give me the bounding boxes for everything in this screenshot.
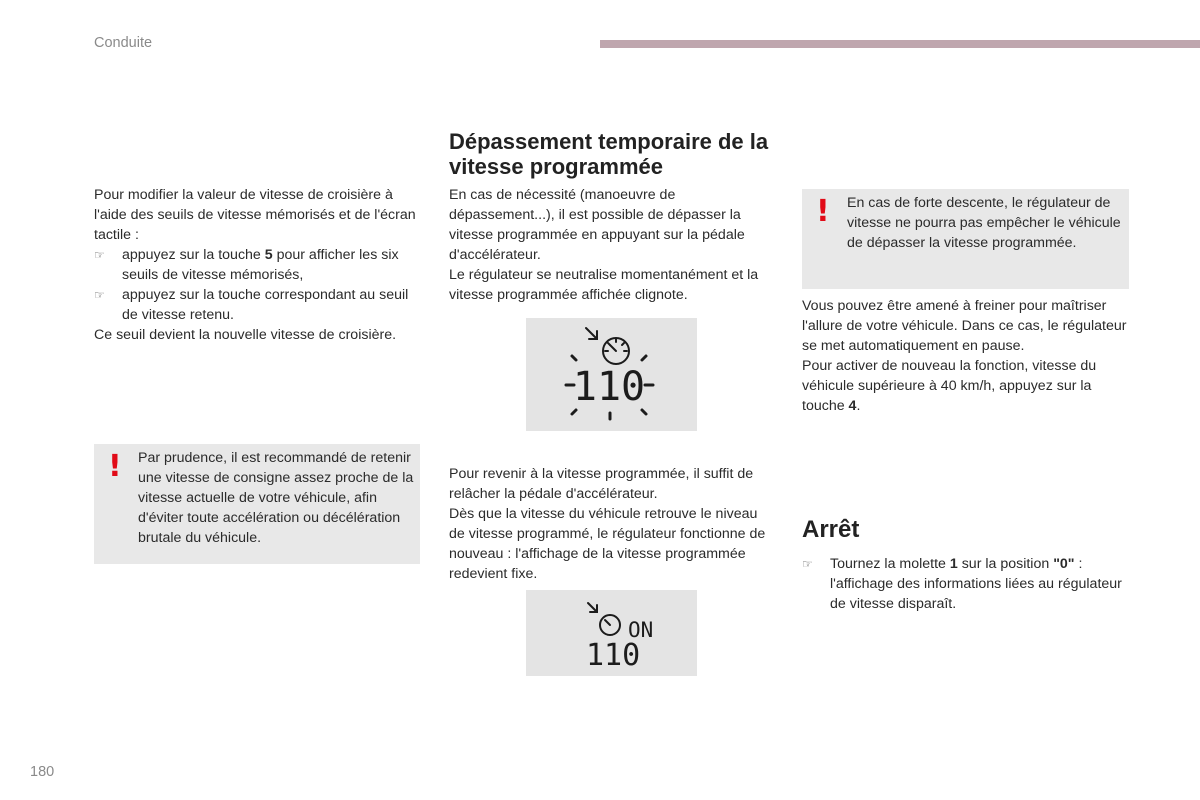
speedometer-icon <box>588 603 620 635</box>
col2-para3: Pour revenir à la vitesse programmée, il suffit de relâcher la pédale d'accélérateur. <box>449 466 754 502</box>
section-heading-arret: Arrêt <box>802 516 860 543</box>
warning-note <box>94 444 420 564</box>
note-text: En cas de forte descente, le régulateur de vitesse ne pourra pas empêcher le véhicule de dépasser la vitesse programmée. <box>847 195 1121 251</box>
col2-para2: Le régulateur se neutralise momentanément et la vitesse programmée affichée clignote. <box>449 267 759 303</box>
page-number: 180 <box>30 764 55 780</box>
list-item: ☞ appuyez sur la touche 5 pour afficher les six seuils de vitesse mémorisés, <box>94 247 399 283</box>
pointing-hand-icon: ☞ <box>802 557 813 571</box>
display-fixed-speed <box>526 590 697 676</box>
col2-text <box>449 185 774 305</box>
col3-para2: Pour activer de nouveau la fonction, vitesse du véhicule supérieure à 40 km/h, appuyez sur la touche 4. <box>802 358 1097 414</box>
speedometer-icon <box>586 328 629 364</box>
col3-bullets <box>802 554 1127 614</box>
exclamation-icon: ! <box>108 449 122 484</box>
exclamation-icon: ! <box>816 194 830 229</box>
col3-text <box>802 296 1127 416</box>
col3-para1: Vous pouvez être amené à freiner pour maîtriser l'allure de votre véhicule. Dans ce cas, le régulateur se met automatiquement en pause. <box>802 298 1127 354</box>
display-blinking-speed <box>526 318 697 431</box>
col2-text-lower <box>449 464 774 584</box>
col2-para4: Dès que la vitesse du véhicule retrouve le niveau de vitesse programmé, le régulateur fonctionne de nouveau : l'affichage de la vitesse programmée redevient fixe. <box>449 506 766 582</box>
page-heading: Dépassement temporaire de la vitesse programmée <box>449 129 769 179</box>
warning-note <box>802 189 1129 289</box>
display-speed-text: 110 <box>586 638 641 673</box>
col2-para1: En cas de nécessité (manoeuvre de dépassement...), il est possible de dépasser la vitesse programmée en appuyant sur la pédale d'accélérateur. <box>449 187 745 263</box>
col1-intro: Pour modifier la valeur de vitesse de croisière à l'aide des seuils de vitesse mémorisés et de l'écran tactile : <box>94 187 416 243</box>
display-speed-text: 110 <box>572 364 646 410</box>
col1-bullets <box>94 245 419 325</box>
list-item: ☞ Tournez la molette 1 sur la position "0" : l'affichage des informations liées au régulateur de vitesse disparaît. <box>802 556 1122 612</box>
section-title: Conduite <box>94 35 153 51</box>
header-bar <box>600 40 1200 48</box>
pointing-hand-icon: ☞ <box>94 248 105 262</box>
display-status-text: ON <box>628 618 654 642</box>
note-text: Par prudence, il est recommandé de retenir une vitesse de consigne assez proche de la vitesse actuelle de votre véhicule, afin d'éviter toute accélération ou décélération brutale du véhicule. <box>138 450 414 546</box>
col1-text <box>94 185 419 345</box>
list-item: ☞ appuyez sur la touche correspondant au seuil de vitesse retenu. <box>94 287 409 323</box>
col1-outro: Ce seuil devient la nouvelle vitesse de croisière. <box>94 327 397 343</box>
pointing-hand-icon: ☞ <box>94 288 105 302</box>
